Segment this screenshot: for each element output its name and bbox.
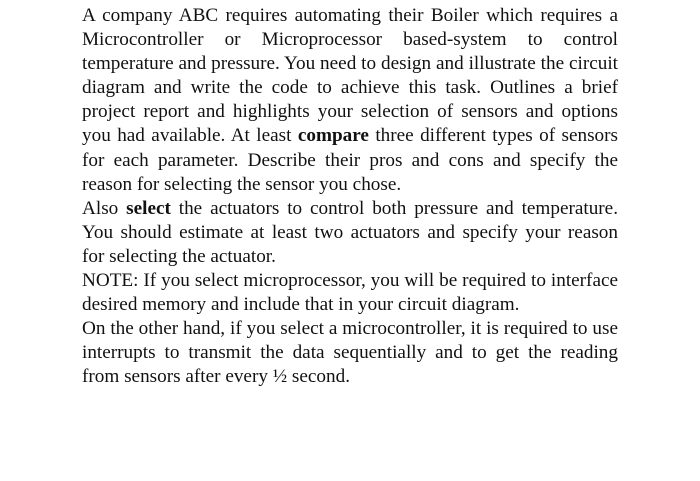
paragraph-note: NOTE: If you select microprocessor, you will be required to interface desired memory and include that in your circuit diagram.	[82, 270, 618, 316]
paragraph-actuators	[82, 197, 618, 269]
paragraph-text: the actuators to control both pressure and temperature. You should estimate at least two actuators and specify your reason for selecting the actuator.	[82, 197, 618, 267]
emphasis-select: select	[126, 197, 171, 219]
paragraph-microcontroller: On the other hand, if you select a microcontroller, it is required to use interrupts to transmit the data sequentially and to get the reading from sensors after every ½ second.	[82, 318, 618, 388]
document-body	[82, 4, 618, 390]
paragraph-text: A company ABC requires automating their Boiler which requires a Microcontroller or Microprocessor based-system to control temperature and pressure. You need to design and illustrate the circuit diagram and write the code to achieve this task. Outlines a brief project report and highlights your selection of sensors and options you had available. At least	[82, 5, 618, 147]
paragraph-text: three different types of sensors for each parameter. Describe their pros and cons and specify the reason for selecting the sensor you chose.	[82, 125, 618, 195]
emphasis-compare: compare	[297, 125, 369, 147]
paragraph-task-description	[82, 4, 618, 197]
paragraph-text: Also	[82, 197, 127, 219]
